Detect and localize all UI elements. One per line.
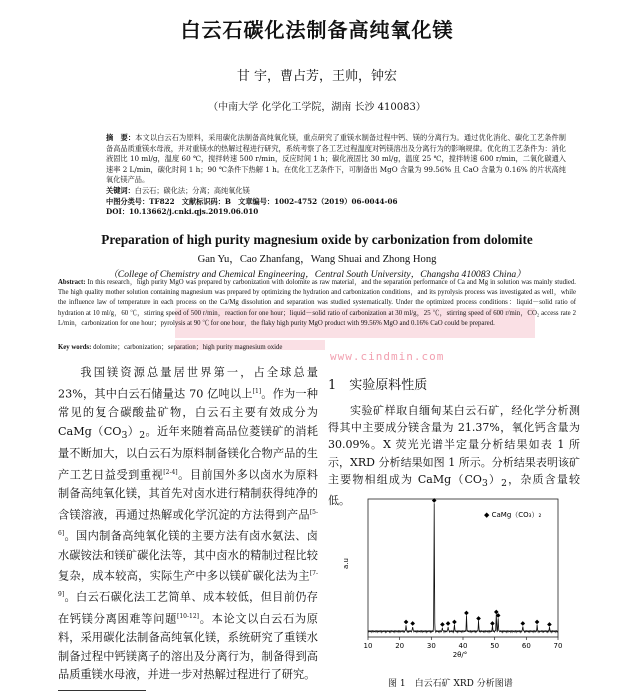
legend: ◆ CaMg（CO₃）₂ xyxy=(484,511,542,519)
y-axis-label: a.u xyxy=(342,558,350,569)
abstract-cn xyxy=(106,133,566,218)
watermark-text: www.cindmin.com xyxy=(330,350,445,363)
x-axis-label: 2θ/° xyxy=(452,651,468,659)
xrd-pattern xyxy=(368,503,558,632)
section1-column xyxy=(328,402,580,509)
peak-marker: ◆ xyxy=(403,618,409,626)
x-tick-label: 50 xyxy=(490,642,500,650)
peak-marker: ◆ xyxy=(440,621,445,629)
x-tick-label: 10 xyxy=(363,642,373,650)
peak-marker: ◆ xyxy=(476,614,481,622)
peak-marker: ◆ xyxy=(520,619,526,627)
x-tick-label: 20 xyxy=(395,642,405,650)
clc-line: 中图分类号：TF822 文献标识码：B 文章编号：1002-4752（2019）06-0044-06 xyxy=(106,196,398,206)
plot-frame xyxy=(368,499,558,637)
abstract-en-label: Abstract: xyxy=(58,279,86,286)
highlight-band xyxy=(175,328,535,338)
peak-marker: ◆ xyxy=(410,619,415,627)
peak-marker: ◆ xyxy=(464,609,469,617)
abstract-text: 本文以白云石为原料，采用碳化法制备高纯氧化镁，重点研究了重镁水制备过程中钙、镁的分离行为。通过优化消化、碳化工艺条件制备高品质重镁水母液，并对重镁水的热解过程进行研究，系统考察了各工艺过程温度对钙镁溶出及分离行为的影响规律。优化的工艺条件为：消化液固比 10 ml/g，温度 60 ℃，搅拌转速 500 r/min，反应时间 1 h；碳化液固比 30 ml/g，温度 25 ℃，搅拌转速 600 r/min，二氧化碳通入速率 2 L/min，碳化时间 1 h；90 ℃条件下热解 1 h。在优化工艺条件下，可制备出 MgO 含量为 99.56% 且 CaO 含量为 0.16% 的片状高纯氧化镁产品。 xyxy=(106,133,567,185)
peak-marker: ◆ xyxy=(547,621,552,629)
peak-marker: ◆ xyxy=(445,619,451,627)
affiliation: （中南大学 化学化工学院，湖南 长沙 410083） xyxy=(208,102,426,113)
english-title: Preparation of high purity magnesium oxide by carbonization from dolomite xyxy=(101,232,533,247)
paper-title: 白云石碳化法制备高纯氧化镁 xyxy=(180,18,454,42)
xrd-chart xyxy=(338,495,568,660)
keywords-label: 关键词： xyxy=(106,185,135,195)
x-tick-label: 70 xyxy=(553,642,563,650)
peak-marker: ◆ xyxy=(490,619,495,627)
keywords-en-label: Key words: xyxy=(58,344,92,351)
introduction-column xyxy=(58,364,318,685)
peak-marker: ◆ xyxy=(452,618,457,626)
x-ticks xyxy=(364,637,563,650)
authors: 甘 宇，曹占芳，王帅，钟宏 xyxy=(236,69,398,84)
peak-marker: ◆ xyxy=(431,497,437,504)
doi-line: DOI：10.13662/j.cnki.qjs.2019.06.010 xyxy=(106,207,259,217)
abstract-en-text: In this research，high purity MgO was prepared by carbonization with dolomite as raw material，and the separation performance of Ca and Mg in solution was mainly studied. The high quality mother solution containing magnesium was prepared by optimizing the hydration and carbonization conditions，and its pyrolysis process was investigated as well，while the influence law of temperature in each process on the Ca/Mg dissolution and separation was studied systematically. Under the optimized process conditions：liquid－solid ratio of hydration at 10 ml/g，60 ℃，stirring speed of 500 r/min，reaction for one hour；liquid－solid ratio of carbonization at 30 ml/g，25 ℃，stirring speed of 600 r/min，CO₂ access rate 2 L/min，carbonization for one hour；pyrolysis at 90 ℃ for one hour，the flaky high purity MgO product with 99.56% MgO and 0.16% CaO could be prepared. xyxy=(58,279,576,327)
peak-marker: ◆ xyxy=(495,612,501,620)
keywords-en-text: dolomite；carbonization；separation；high purity magnesium oxide xyxy=(93,344,283,351)
figure-caption: 图 1 白云石矿 XRD 分析图谱 xyxy=(388,679,513,689)
abstract-en xyxy=(58,278,576,329)
peak-marker: ◆ xyxy=(493,608,499,616)
intro-paragraph: 我国镁资源总量居世界第一，占全球总量 23%，其中白云石储量达 70 亿吨以上[1]。作为一种常见的复合碳酸盐矿物，白云石主要有效成分为 $CaMg(CO_3)_2$。近年来随着高品位菱镁矿的消耗量不断加大，以白云石为原料制备镁化合物产品的生产工艺日益受到重视[2-4]。目前国外多以卤水为原料制备高纯氧化镁，其首先对卤水进行精制获得纯净的含镁溶液，再通过热解或化学沉淀的方法得到产品[5-6]。国内制备高纯氧化镁的主要方法有卤水氨法、卤水碳铵法和镁矿碳化法等，其中卤水的精制过程比较复杂，成本较高，实际生产中多以镁矿碳化法为主[7-9]。白云石碳化法工艺简单、成本较低，但目前仍存在钙镁分离困难等问题[10-12]。本论文以白云石为原料，采用碳化法制备高纯氧化镁，系统研究了重镁水制备过程中钙镁离子的溶出及分离行为，制备得到高品质重镁水母液，并进一步对热解过程进行了研究。 xyxy=(58,366,318,682)
peak-marker: ◆ xyxy=(534,618,540,626)
english-affiliation: （College of Chemistry and Chemical Engineering，Central South University，Changsha 410083 China） xyxy=(108,269,526,280)
abstract-label: 摘 要： xyxy=(106,133,136,142)
x-tick-label: 30 xyxy=(426,642,436,650)
keywords-text: 白云石；碳化法；分离；高纯氧化镁 xyxy=(134,185,250,195)
x-tick-label: 40 xyxy=(458,642,468,650)
section1-paragraph: 实验矿样取自缅甸某白云石矿，经化学分析测得其中主要成分镁含量为 21.37%，氧化钙含量为 30.09%。X 荧光光谱半定量分析结果如表 1 所示，XRD 分析结果如图 1 所示。分析结果表明该矿主要物相组成为 $CaMg(CO_3)_2$，杂质含量较低。 xyxy=(328,404,581,508)
keywords-en xyxy=(58,341,576,351)
x-tick-label: 60 xyxy=(521,642,531,650)
english-authors: Gan Yu，Cao Zhanfang，Wang Shuai and Zhong Hong xyxy=(197,254,437,265)
section-heading: 1 实验原料性质 xyxy=(328,378,428,393)
